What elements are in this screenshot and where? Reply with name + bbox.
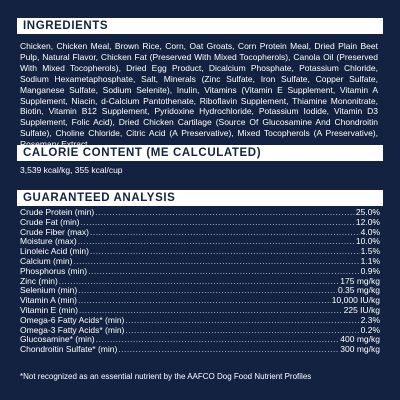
nutrient-value: 2.3%: [360, 314, 380, 325]
nutrient-name: Vitamin E (min): [20, 304, 78, 315]
nutrient-value: 10,000 IU/kg: [331, 295, 380, 306]
dot-leader: [73, 257, 359, 267]
nutrient-value: 4.0%: [360, 226, 380, 237]
nutrient-name: Moisture (max): [20, 236, 77, 247]
aafco-footnote: *Not recognized as an essential nutrient by the AAFCO Dog Food Nutrient Profiles: [20, 372, 312, 381]
analysis-row: [20, 267, 380, 277]
calorie-content-value: 3,539 kcal/kg, 355 kcal/cup: [20, 165, 123, 175]
nutrient-value: 1.1%: [360, 255, 380, 266]
nutrient-value: 12.0%: [355, 216, 380, 227]
guaranteed-analysis-heading: GUARANTEED ANALYSIS: [17, 190, 383, 206]
nutrient-name: Crude Protein (min): [20, 207, 95, 217]
dot-leader: [125, 326, 359, 336]
nutrient-value: 225 IU/kg: [343, 304, 380, 315]
nutrient-name: Calcium (min): [20, 255, 73, 266]
dot-leader: [95, 208, 355, 218]
ingredients-heading: INGREDIENTS: [17, 18, 383, 34]
calorie-content-heading: CALORIE CONTENT (ME CALCULATED): [17, 145, 383, 161]
dot-leader: [90, 228, 360, 238]
nutrient-value: 175 mg/kg: [340, 275, 380, 286]
nutrient-name: Glucosamine* (min): [20, 334, 95, 345]
nutrient-value: 1.5%: [360, 246, 380, 257]
nutrient-name: Crude Fat (min): [20, 216, 80, 227]
analysis-row: [20, 247, 380, 257]
nutrient-value: 300 mg/kg: [340, 344, 380, 355]
nutrient-name: Crude Fiber (max): [20, 226, 89, 237]
dot-leader: [81, 218, 355, 228]
nutrient-value: 400 mg/kg: [340, 334, 380, 345]
nutrient-name: Omega-6 Fatty Acids* (min): [20, 314, 125, 325]
nutrient-name: Zinc (min): [20, 275, 58, 286]
nutrient-name: Vitamin A (min): [20, 295, 78, 306]
nutrient-value: 25.0%: [355, 207, 380, 217]
dot-leader: [59, 277, 340, 287]
dot-leader: [118, 345, 339, 355]
ingredients-list-text: Chicken, Chicken Meal, Brown Rice, Corn, Oat Groats, Corn Protein Meal, Dried Plain Beet Pulp, Natural Flavor, Chicken Fat (Preserved With Mixed Tocopherols), Canola Oil (Preserved With Mixed Tocopherols), Dried Egg Product, Dicalcium Phosphate, Potassium Chloride, Sodium Hexametaphosphate, Salt, Minerals (Zinc Sulfate, Iron Sulfate, Copper Sulfate, Manganese Sulfate, Sodium Selenite), Inulin, Vitamins (Vitamin E Supplement, Vitamin A Supplement, Niacin, d-Calcium Pantothenate, Riboflavin Supplement, Thiamine Mononitrate, Biotin, Vitamin B12 Supplement, Pyridoxine Hydrochloride, Potassium Iodide, Vitamin D3 Supplement, Folic Acid), Dried Chicken Cartilage (Source Of Glucosamine And Chondroitin Sulfate), Choline Chloride, Citric Acid (A Preservative), Mixed Tocopherols (A Preservative),: [20, 41, 378, 139]
nutrient-value: 0.9%: [360, 265, 380, 276]
dot-leader: [96, 335, 340, 345]
dot-leader: [125, 316, 359, 326]
nutrient-value: 0.35 mg/kg: [337, 285, 380, 296]
nutrient-name: Phosphorus (min): [20, 265, 88, 276]
dot-leader: [78, 237, 355, 247]
analysis-row: [20, 345, 380, 355]
dot-leader: [88, 267, 360, 277]
guaranteed-analysis-table: [20, 208, 380, 355]
nutrient-value: 10.0%: [355, 236, 380, 247]
nutrient-name: Selenium (min): [20, 285, 78, 296]
nutrient-name: Linoleic Acid (min): [20, 246, 89, 257]
nutrient-name: Chondroitin Sulfate* (min): [20, 344, 118, 355]
nutrient-name: Omega-3 Fatty Acids* (min): [20, 324, 125, 335]
dot-leader: [90, 247, 360, 257]
dot-leader: [78, 286, 337, 296]
nutrient-value: 0.2%: [360, 324, 380, 335]
dot-leader: [78, 296, 331, 306]
